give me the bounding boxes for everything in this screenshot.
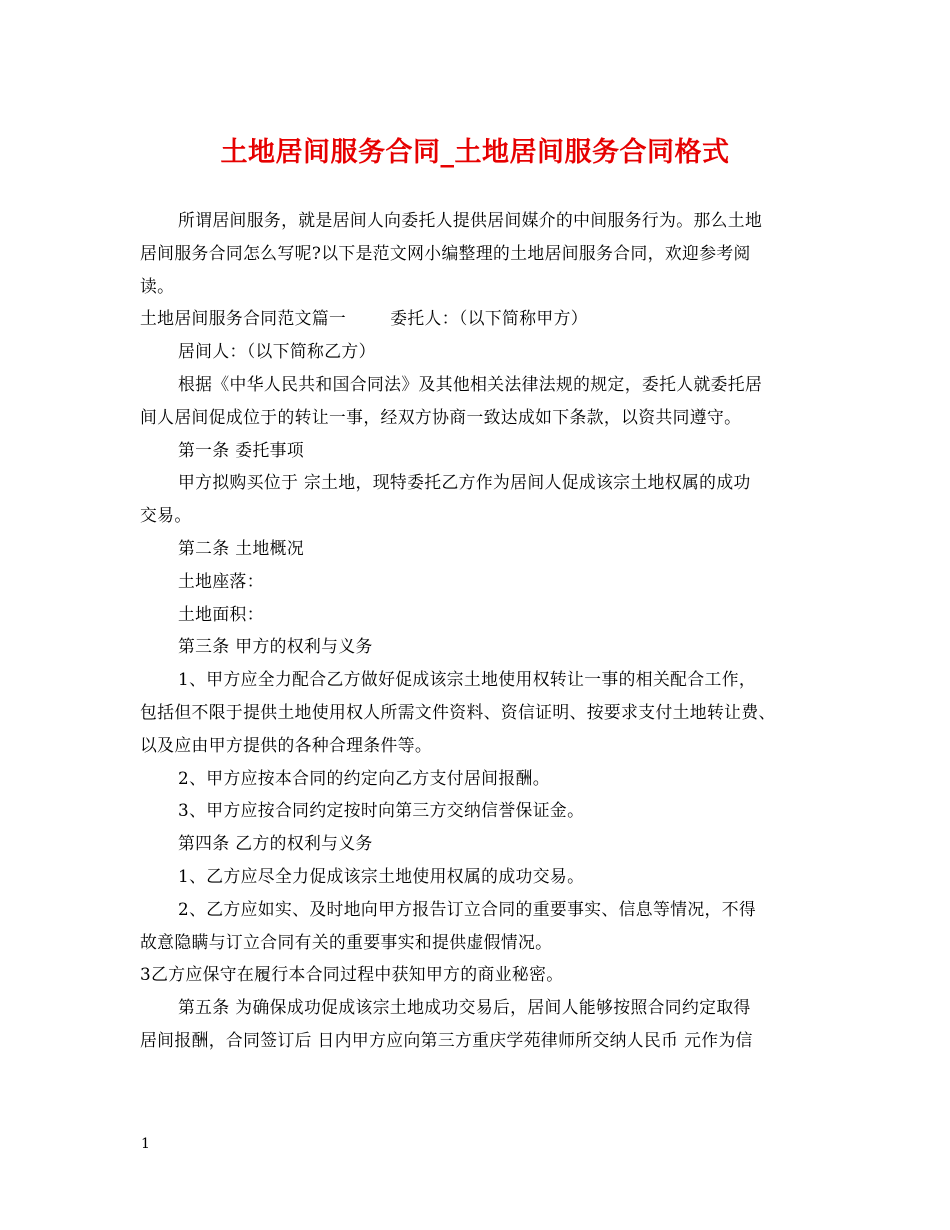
paragraph-line: 包括但不限于提供土地使用权人所需文件资料、资信证明、按要求支付土地转让费、: [140, 701, 776, 722]
paragraph-line: 所谓居间服务，就是居间人向委托人提供居间媒介的中间服务行为。那么土地: [178, 210, 763, 230]
paragraph-line: 居间人：（以下简称乙方）: [178, 341, 376, 362]
document-title: 土地居间服务合同_土地居间服务合同格式: [220, 137, 730, 168]
paragraph-line: 1、甲方应全力配合乙方做好促成该宗土地使用权转让一事的相关配合工作，: [178, 669, 757, 690]
paragraph-line: 2、甲方应按本合同的约定向乙方支付居间报酬。: [178, 767, 550, 788]
article-heading: 第二条 土地概况: [178, 537, 305, 558]
paragraph-line: 交易。: [140, 505, 192, 526]
paragraph-line: 甲方拟购买位于 宗土地，现特委托乙方作为居间人促成该宗土地权属的成功: [178, 472, 751, 493]
paragraph-line: 故意隐瞒与订立合同有关的重要事实和提供虚假情况。: [140, 931, 553, 952]
paragraph-line: 居间报酬，合同签订后 日内甲方应向第三方重庆学苑律师所交纳人民币 元作为信: [140, 1029, 753, 1050]
page-number: 1: [141, 1136, 150, 1152]
article-heading: 第四条 乙方的权利与义务: [178, 833, 373, 854]
paragraph-line: 1、乙方应尽全力促成该宗土地使用权属的成功交易。: [178, 865, 585, 886]
paragraph-line: 间人居间促成位于的转让一事，经双方协商一致达成如下条款，以资共同遵守。: [140, 406, 742, 427]
paragraph-line: [140, 302, 816, 335]
paragraph-line: 3、甲方应按合同约定按时向第三方交纳信誉保证金。: [178, 800, 585, 821]
paragraph-line: 第五条 为确保成功促成该宗土地成功交易后，居间人能够按照合同约定取得: [178, 997, 751, 1018]
paragraph-line: 居间服务合同怎么写呢?以下是范文网小编整理的土地居间服务合同，欢迎参考阅: [140, 242, 751, 263]
paragraph-line: 3乙方应保守在履行本合同过程中获知甲方的商业秘密。: [140, 964, 564, 985]
paragraph-line: 2、乙方应如实、及时地向甲方报告订立合同的重要事实、信息等情况，不得: [178, 898, 757, 919]
paragraph-line: 土地面积：: [178, 603, 264, 624]
paragraph-line: 根据《中华人民共和国合同法》及其他相关法律法规的规定，委托人就委托居: [178, 373, 763, 394]
party-label: 委托人：（以下简称甲方）: [390, 308, 588, 329]
section-heading: 土地居间服务合同范文篇一: [140, 308, 347, 329]
paragraph-line: 读。: [140, 275, 175, 296]
article-heading: 第一条 委托事项: [178, 439, 305, 460]
paragraph-line: 以及应由甲方提供的各种合理条件等。: [140, 734, 433, 755]
paragraph-line: 土地座落：: [178, 570, 264, 591]
document-body: [140, 204, 816, 1057]
article-heading: 第三条 甲方的权利与义务: [178, 636, 373, 657]
